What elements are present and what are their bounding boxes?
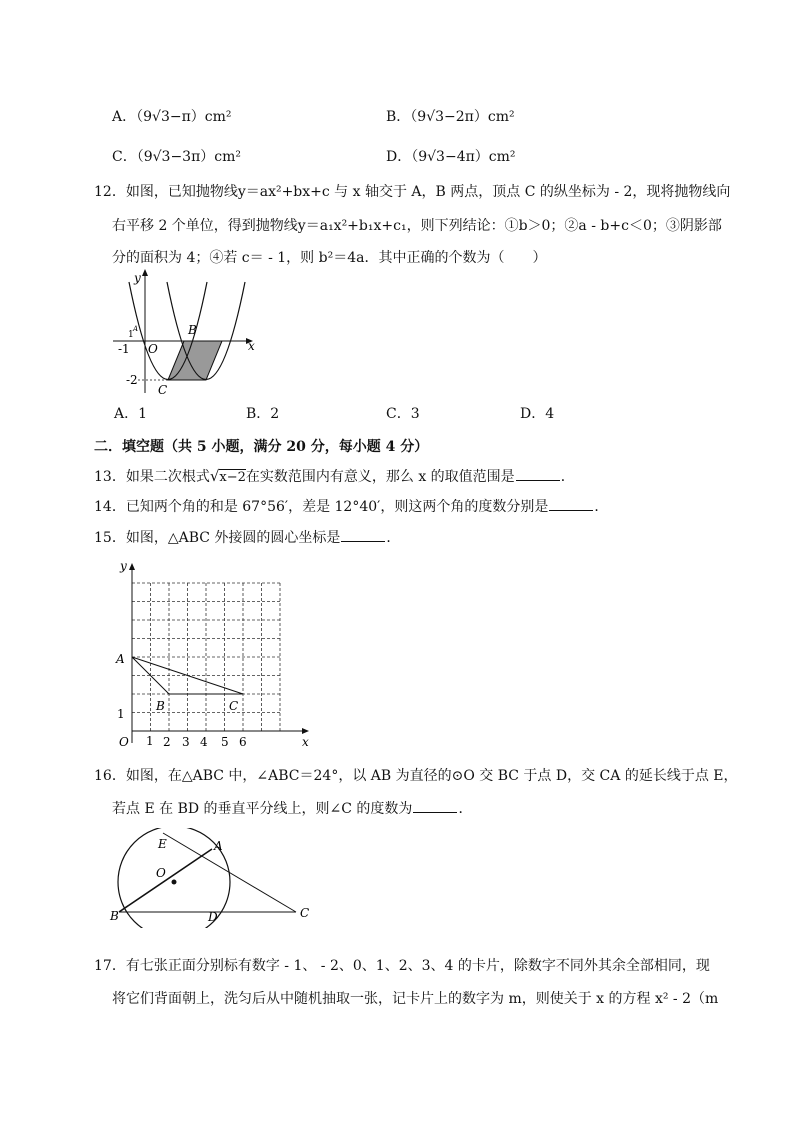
x-tick-4: 4 [200, 735, 208, 749]
q14-blank [549, 497, 593, 511]
label-b: B [156, 699, 165, 713]
q15-blank [341, 528, 385, 542]
q14-text: 14．已知两个角的和是 67°56′，差是 12°40′，则这两个角的度数分别是 [94, 499, 549, 515]
q15: 15．如图，△ABC 外接圆的圆心坐标是 ． [94, 530, 401, 546]
q13-blank [516, 467, 560, 481]
x-tick-5: 5 [221, 735, 229, 749]
q12-line2: 右平移 2 个单位，得到抛物线y＝a₁x²+b₁x+c₁，则下列结论：①b＞0；②a - b+c＜0；③阴影部 [112, 218, 722, 234]
option-d: D．（9√3−4π）cm² [386, 149, 516, 165]
q12-option-a: A．1 [114, 406, 148, 422]
grid-lines [132, 583, 280, 731]
x-tick-6: 6 [239, 735, 247, 749]
diameter-ab [119, 849, 212, 912]
q16-line1: 16．如图，在△ABC 中，∠ABC＝24°，以 AB 为直径的⊙O 交 BC 于点 D，交 CA 的延长线于点 E， [94, 768, 738, 784]
label-a: A [116, 652, 125, 666]
grid-graph [112, 558, 312, 750]
q16-blank [413, 799, 457, 813]
q17-line1: 17．有七张正面分别标有数字 - 1、 - 2、0、1、2、3、4 的卡片，除数字不同外其余全部相同，现 [94, 958, 710, 974]
x-tick-3: 3 [182, 735, 190, 749]
label-c: C [300, 906, 310, 920]
label-a: A [214, 839, 223, 853]
center-dot [172, 880, 177, 885]
q15-text: 15．如图，△ABC 外接圆的圆心坐标是 [94, 530, 341, 546]
origin-label: O [119, 735, 129, 749]
q12-option-b: B．2 [246, 406, 280, 422]
q14: 14．已知两个角的和是 67°56′，差是 12°40′，则这两个角的度数分别是 ． [94, 499, 609, 515]
label-one: 1 [128, 330, 134, 340]
label-o: O [156, 866, 166, 880]
q16-line2-wrap: 若点 E 在 BD 的垂直平分线上，则∠C 的度数为 ． [112, 801, 473, 817]
option-c: C．（9√3−3π）cm² [112, 149, 242, 165]
q12-option-d: D．4 [520, 406, 555, 422]
q13-radicand: x−2 [219, 470, 246, 485]
x-tick-2: 2 [163, 735, 171, 749]
q12-line1: 12．如图，已知抛物线y＝ax²+bx+c 与 x 轴交于 A，B 两点，顶点 C 的纵坐标为 - 2，现将抛物线向 [94, 184, 731, 200]
shaded-region [168, 341, 222, 380]
segment-ce [163, 833, 296, 912]
q17-line2: 将它们背面朝上，洗匀后从中随机抽取一张，记卡片上的数字为 m，则使关于 x 的方程 x² - 2（m [112, 991, 719, 1007]
q13: 13．如果二次根式√x−2在实数范围内有意义，那么 x 的取值范围是 ． [94, 467, 575, 485]
q13-post: 在实数范围内有意义，那么 x 的取值范围是 [245, 469, 515, 485]
section-title: 二．填空题（共 5 小题，满分 20 分，每小题 4 分） [94, 439, 429, 455]
circle-graph [108, 828, 318, 928]
y-tick-1: 1 [117, 707, 125, 721]
origin-label: O [148, 342, 158, 356]
x-tick-1: 1 [146, 734, 154, 748]
label-neg2: -2 [126, 373, 138, 387]
parabola-graph [108, 268, 268, 398]
sqrt-icon: √ [209, 467, 220, 485]
label-a: A [133, 325, 139, 333]
option-a: A．（9√3−π）cm² [112, 109, 232, 125]
x-axis-label: x [302, 735, 309, 749]
q16-line2: 若点 E 在 BD 的垂直平分线上，则∠C 的度数为 [112, 801, 413, 817]
label-b: B [188, 323, 197, 337]
option-b: B．（9√3−2π）cm² [386, 109, 515, 125]
label-neg1: -1 [118, 342, 130, 356]
label-c: C [158, 383, 168, 397]
q12-option-c: C．3 [386, 406, 420, 422]
q12-line3: 分的面积为 4；④若 c＝ - 1，则 b²＝4a．其中正确的个数为（ ） [112, 250, 547, 266]
x-axis-label: x [248, 339, 255, 353]
label-b: B [110, 909, 119, 923]
label-d: D [208, 910, 218, 924]
y-axis-label: y [134, 271, 141, 285]
label-c: C [229, 699, 239, 713]
label-e: E [158, 837, 167, 851]
y-axis-label: y [120, 559, 127, 573]
q13-pre: 13．如果二次根式 [94, 469, 210, 485]
